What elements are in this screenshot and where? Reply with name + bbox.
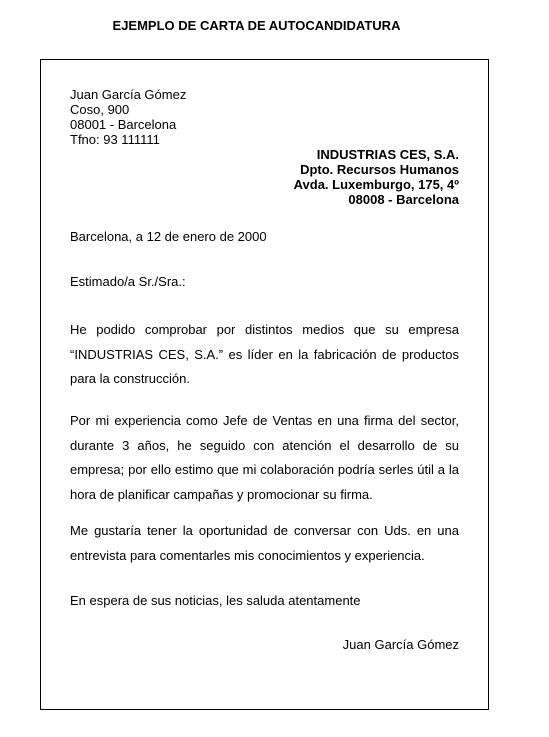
paragraph-line: Por mi experiencia como Jefe de Ventas en una firma del sector,	[70, 413, 459, 428]
sender-city: 08001 - Barcelona	[70, 117, 177, 132]
paragraph-1	[70, 318, 459, 392]
paragraph-line: hora de planificar campañas y promocionar su firma.	[70, 486, 373, 502]
paragraph-line: durante 3 años, he seguido con atención el desarrollo de su	[70, 437, 459, 453]
paragraph-line: He podido comprobar por distintos medios que su empresa	[70, 322, 459, 337]
paragraph-line: para la construcción.	[70, 371, 190, 386]
recipient-department: Dpto. Recursos Humanos	[300, 162, 459, 177]
paragraph-line: entrevista para comentarles mis conocimientos y experiencia.	[70, 547, 425, 563]
paragraph-2	[70, 409, 459, 507]
sender-street: Coso, 900	[70, 102, 130, 117]
paragraph-line: “INDUSTRIAS CES, S.A.” es líder en la fabricación de productos	[70, 346, 459, 362]
sender-name: Juan García Gómez	[70, 87, 187, 102]
paragraph-line: empresa; por ello estimo que mi colaboración podría serles útil a la	[70, 462, 459, 477]
page-title-text: EJEMPLO DE CARTA DE AUTOCANDIDATURA	[112, 18, 401, 33]
letter-closing: En espera de sus noticias, les saluda atentamente	[70, 593, 361, 608]
signature-name: Juan García Gómez	[342, 637, 459, 652]
recipient-address: Avda. Luxemburgo, 175, 4º	[293, 177, 459, 192]
page-title	[0, 18, 549, 33]
recipient-company: INDUSTRIAS CES, S.A.	[316, 147, 459, 162]
letter-greeting: Estimado/a Sr./Sra.:	[70, 274, 186, 289]
recipient-city: 08008 - Barcelona	[348, 192, 459, 207]
paragraph-3	[70, 519, 459, 568]
sender-phone: Tfno: 93 111111	[70, 132, 160, 147]
paragraph-line: Me gustaría tener la oportunidad de conversar con Uds. en una	[70, 523, 459, 538]
letter-date: Barcelona, a 12 de enero de 2000	[70, 229, 267, 244]
